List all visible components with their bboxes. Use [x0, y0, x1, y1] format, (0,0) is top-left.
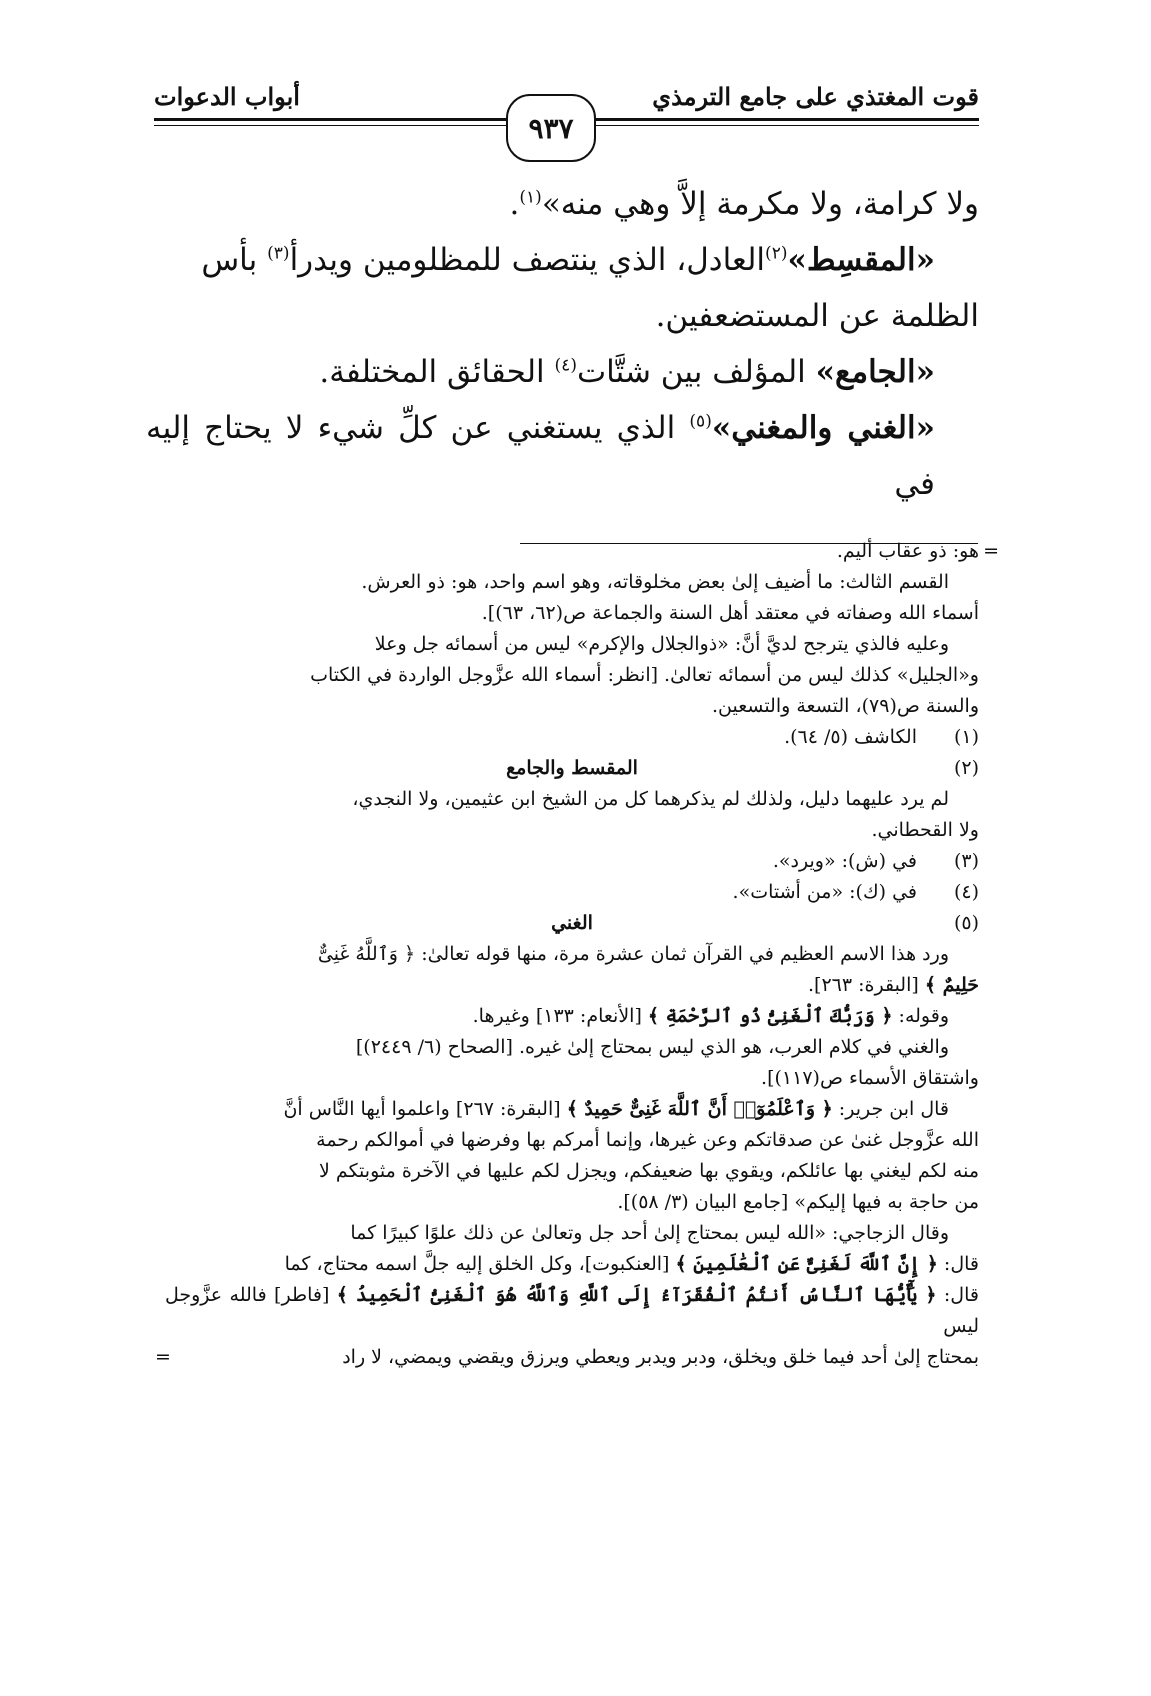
- section-title: أبواب الدعوات: [154, 82, 300, 111]
- header-rule-right: [582, 118, 979, 121]
- text: والسنة ص(٧٩)، التسعة والتسعين.: [711, 695, 979, 717]
- footnote-line: [165, 1249, 979, 1280]
- footnote-line: [155, 1342, 979, 1373]
- text: لم يرد عليهما دليل، ولذلك لم يذكرهما كل من الشيخ ابن عثيمين، ولا النجدي،: [352, 788, 949, 810]
- term: «المقسِط»: [787, 242, 935, 278]
- text: بأس: [201, 242, 268, 278]
- quran-verse: حَلِيمٌ ﴾: [924, 974, 979, 996]
- footnotes: [155, 536, 999, 1373]
- footnote-heading: المقسط والجامع: [506, 757, 638, 779]
- text: هو: ذو عقاب أليم.: [836, 540, 979, 562]
- text: وقال الزجاجي: «الله ليس بمحتاج إلىٰ أحد جل وتعالىٰ عن ذلك علوًا كبيرًا كما: [350, 1222, 949, 1244]
- text: قال ابن جرير:: [832, 1098, 949, 1120]
- text: منه لكم ليغني بها عائلكم، ويقوي بها ضعيفكم، ويجزل لكم عليها في الآخرة مثوبتكم لا: [319, 1160, 979, 1182]
- footnote-line: [165, 660, 979, 691]
- footnote-ref: (٢): [765, 243, 788, 264]
- footnote-line: [165, 1001, 979, 1032]
- footnote-ref: (٤): [554, 355, 577, 376]
- text: الله عزَّوجل غنىٰ عن صدقاتكم وعن غيرها، وإنما أمركم بها وفرضها في أموالكم رحمة: [316, 1129, 979, 1151]
- main-line: [146, 288, 979, 344]
- footnote-line: [165, 1187, 979, 1218]
- continuation-mark: =: [155, 1346, 171, 1368]
- footnote-ref: (١): [519, 187, 542, 208]
- footnote-ref: (٥): [689, 411, 712, 432]
- text: و«الجليل» كذلك ليس من أسمائه تعالىٰ. [انظر: أسماء الله عزَّوجل الواردة في الكتاب: [310, 664, 979, 686]
- text: العادل، الذي ينتصف للمظلومين ويدرأ: [289, 242, 766, 278]
- term: «الجامع»: [815, 354, 935, 390]
- main-text: [146, 176, 979, 512]
- text: الكاشف (٥/ ٦٤).: [784, 726, 917, 748]
- footnote-1: [165, 722, 979, 753]
- text: ولا كرامة، ولا مكرمة إلاَّ وهي منه»: [541, 186, 979, 222]
- text: [البقرة: ٢٦٣].: [808, 974, 925, 996]
- text: في (ك): «من أشتات».: [732, 881, 917, 903]
- term: «الغني والمغني»: [711, 410, 935, 446]
- quran-verse: ﴿ وَٱعْلَمُوٓا۟ أَنَّ ٱللَّهَ غَنِىٌّ حَمِيدٌ ﴾: [566, 1098, 833, 1120]
- footnote-line: [165, 815, 979, 846]
- footnote-line: [165, 970, 979, 1001]
- main-line: [146, 232, 979, 288]
- text: [فاطر] فالله عزَّوجل ليس: [165, 1284, 979, 1337]
- text: واشتقاق الأسماء ص(١١٧)].: [761, 1067, 979, 1089]
- header-rule-left: [154, 118, 556, 121]
- footnote-line: [165, 1032, 979, 1063]
- text: وقوله:: [892, 1005, 949, 1027]
- text: والغني في كلام العرب، هو الذي ليس بمحتاج إلىٰ غيره. [الصحاح (٦/ ٢٤٤٩)]: [355, 1036, 949, 1058]
- footnote-line: [165, 536, 999, 567]
- footnote-line: [165, 1125, 979, 1156]
- text: من حاجة به فيها إليكم» [جامع البيان (٣/ ٥٨)].: [617, 1191, 979, 1213]
- text: القسم الثالث: ما أضيف إلىٰ بعض مخلوقاته، وهو اسم واحد، هو: ذو العرش.: [361, 571, 949, 593]
- book-title: قوت المغتذي على جامع الترمذي: [652, 82, 979, 111]
- footnote-line: [165, 1218, 979, 1249]
- text: [الأنعام: ١٣٣] وغيرها.: [472, 1005, 648, 1027]
- footnote-ref: (٣): [267, 243, 290, 264]
- footnote-line: [165, 939, 979, 970]
- footnote-line: [165, 629, 979, 660]
- footnote-line: [165, 1280, 979, 1342]
- footnote-line: [165, 1094, 979, 1125]
- footnote-line: [165, 1156, 979, 1187]
- text: أسماء الله وصفاته في معتقد أهل السنة والجماعة ص(٦٢، ٦٣)].: [481, 602, 979, 624]
- text: في (ش): «ويرد».: [772, 850, 917, 872]
- text: قال:: [937, 1253, 979, 1275]
- main-line: [146, 176, 979, 232]
- page-number: ٩٣٧: [506, 94, 596, 162]
- text: المؤلف بين شتَّات: [576, 354, 816, 390]
- quran-verse: ﴿ وَرَبُّكَ ٱلْغَنِىُّ ذُو ٱلرَّحْمَةِ ﴾: [647, 1005, 893, 1027]
- footnote-line: [165, 598, 979, 629]
- text: [البقرة: ٢٦٧] واعلموا أيها النَّاس أنَّ: [283, 1098, 567, 1120]
- text: قال:: [936, 1284, 979, 1306]
- footnote-line: [165, 567, 979, 598]
- text: ولا القحطاني.: [871, 819, 979, 841]
- main-line: [146, 344, 979, 400]
- footnote-number: (٤): [953, 881, 979, 903]
- main-line: [146, 400, 979, 512]
- text: الذي يستغني عن كلِّ شيء لا يحتاج إليه في: [146, 410, 935, 502]
- text: .: [509, 186, 520, 222]
- text: الحقائق المختلفة.: [319, 354, 555, 390]
- footnote-3: [165, 846, 979, 877]
- text: [العنكبوت]، وكل الخلق إليه جلَّ اسمه محتاج، كما: [284, 1253, 676, 1275]
- footnote-number: (٥): [953, 912, 979, 934]
- footnote-4: [165, 877, 979, 908]
- footnote-number: (٣): [953, 850, 979, 872]
- text: وعليه فالذي يترجح لديَّ أنَّ: «ذوالجلال والإكرم» ليس من أسمائه جل وعلا: [374, 633, 949, 655]
- footnote-number: (٢): [953, 757, 979, 779]
- footnote-line: [165, 1063, 979, 1094]
- continuation-mark: =: [983, 540, 999, 562]
- footnote-heading: الغني: [551, 912, 593, 934]
- quran-verse: ﴿ يَٰٓأَيُّهَا ٱلنَّاسُ أَنتُمُ ٱلْفُقَرَآءُ إِلَى ٱللَّهِ وَٱللَّهُ هُوَ ٱلْغَنِىُّ ٱلْحَمِيدُ ﴾: [336, 1284, 937, 1306]
- footnote-line: [165, 691, 979, 722]
- text: بمحتاج إلىٰ أحد فيما خلق ويخلق، ودبر ويدبر ويعطي ويرزق ويقضي ويمضي، لا راد: [342, 1346, 979, 1368]
- footnote-number: (١): [953, 726, 979, 748]
- quran-verse: ﴿ إِنَّ ٱللَّهَ لَغَنِىٌّ عَنِ ٱلْعَٰلَمِينَ ﴾: [675, 1253, 938, 1275]
- text: الظلمة عن المستضعفين.: [655, 298, 979, 334]
- footnote-line: [165, 784, 979, 815]
- text: ورد هذا الاسم العظيم في القرآن ثمان عشرة مرة، منها قوله تعالىٰ: ﴿ وَٱللَّهُ غَنِىٌّ: [317, 943, 949, 965]
